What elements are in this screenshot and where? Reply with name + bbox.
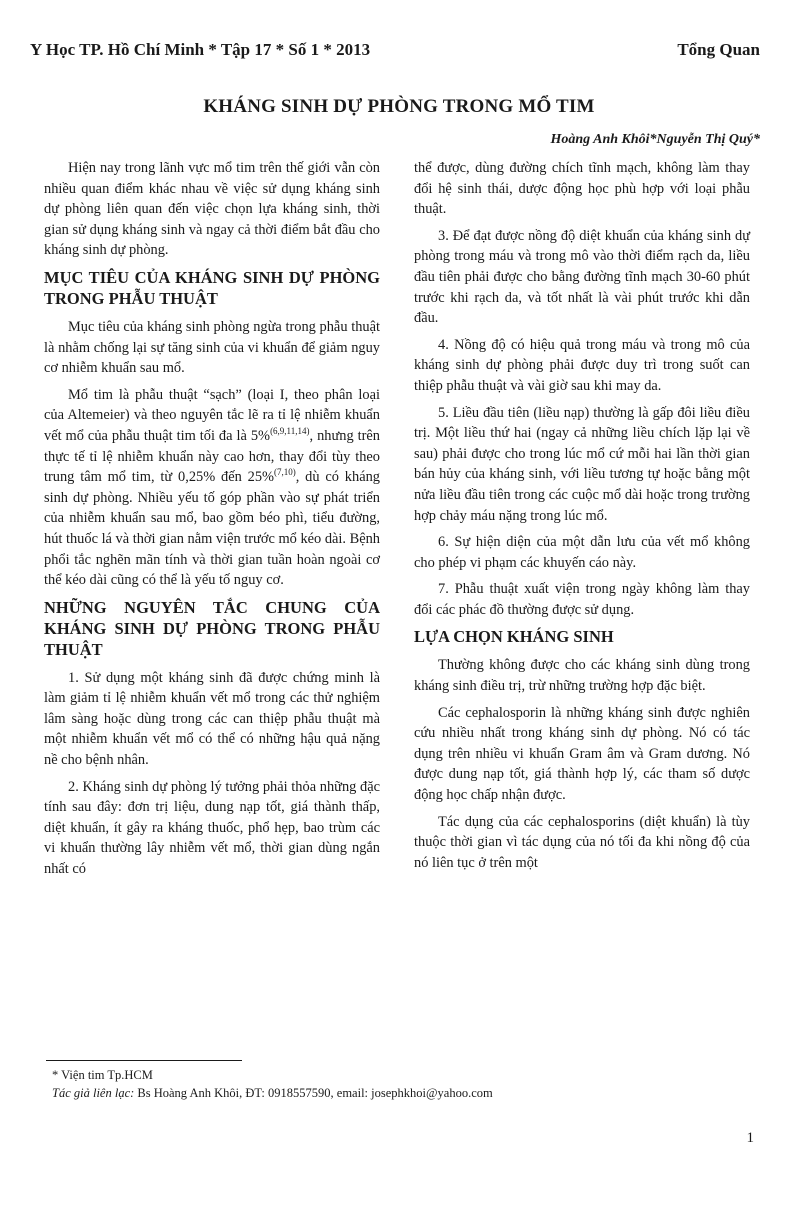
principle-1: 1. Sử dụng một kháng sinh đã được chứng minh là làm giảm tỉ lệ nhiễm khuẩn vết mổ trong các thử nghiệm lâm sàng hoặc dùng trong các can thiệp phẫu thuật mà một nhiễm khuẩn vết mổ có thể có những hậu quả nặng nề cho bệnh nhân.	[44, 669, 380, 769]
infection-text-c: , dù có kháng sinh dự phòng. Nhiều yếu tố góp phần vào sự phát triển của nhiễm khuẩn sau mổ, bao gồm béo phì, tiểu đường, hút thuốc lá và thời gian nằm viện trước mổ kéo dài. Bệnh phổi tắc nghẽn mãn tính và thời gian tuần hoàn ngoài cơ thể kéo dài cũng có thể là yếu tố nguy cơ.	[44, 469, 380, 589]
left-column	[44, 158, 380, 886]
infection-text-b: , nhưng trên thực tế tỉ lệ nhiễm khuẩn này cao hơn, thay đổi tùy theo trung tâm mổ tim, từ 0,25% đến 25%	[44, 427, 380, 486]
citation-ref-2: (7,10)	[274, 467, 296, 478]
article-title: KHÁNG SINH DỰ PHÒNG TRONG MỔ TIM	[203, 96, 595, 117]
choice-paragraph-3: Tác dụng của các cephalosporins (diệt khuẩn) là tùy thuộc thời gian vì tác dụng của nó tối đa khi nồng độ của nó liên tục ở trên một	[414, 813, 750, 871]
section-label: Tổng Quan	[677, 40, 760, 59]
journal-citation: Y Học TP. Hồ Chí Minh * Tập 17 * Số 1 * 2013	[30, 40, 371, 59]
infection-text-a: Mổ tim là phẫu thuật “sạch” (loại I, theo phân loại của Altemeier) và theo nguyên tắc lẽ ra tỉ lệ nhiễm khuẩn vết mổ của phẫu thuật tim tối đa là 5%	[44, 386, 380, 444]
heading-principles: NHỮNG NGUYÊN TẮC CHUNG CỦA KHÁNG SINH DỰ PHÒNG TRONG PHẪU THUẬT	[44, 597, 380, 659]
footnote-affiliation: * Viện tim Tp.HCM	[52, 1068, 153, 1082]
author-line: Hoàng Anh Khôi*Nguyễn Thị Quý*	[550, 132, 760, 147]
principle-4: 4. Nồng độ có hiệu quả trong máu và trong mô của kháng sinh dự phòng phải được duy trì trong suốt can thiệp phẫu thuật và vài giờ sau khi may da.	[414, 336, 750, 394]
contact-label: Tác giả liên lạc:	[52, 1086, 135, 1100]
running-header	[30, 40, 760, 66]
principle-5: 5. Liều đầu tiên (liều nạp) thường là gấp đôi liều điều trị. Một liều thứ hai (ngay cả những liều chích lặp lại về sau) phải được cho trong lúc mổ cứ mỗi hai lần thời gian bán hủy của kháng sinh, với liều tương tự hoặc bằng một nửa liều đầu tiên trong các cuộc mổ dài hoặc trong trường hợp chảy máu nặng trong lúc mổ.	[414, 404, 750, 524]
objective-paragraph: Mục tiêu của kháng sinh phòng ngừa trong phẫu thuật là nhằm chống lại sự tăng sinh của vi khuẩn để giảm nguy cơ nhiễm khuẩn sau mổ.	[44, 318, 380, 377]
footnote-contact	[52, 1086, 493, 1101]
principle-2: 2. Kháng sinh dự phòng lý tưởng phải thỏa những đặc tính sau đây: đơn trị liệu, dung nạp tốt, giá thành thấp, diệt khuẩn, ít gây ra kháng thuốc, phổ hẹp, bao trùm các vi khuẩn thường lây nhiễm vết mổ, thời gian dùng ngắn nhất có	[44, 778, 380, 878]
principle-6: 6. Sự hiện diện của một dẫn lưu của vết mổ không cho phép vi phạm các khuyến cáo này.	[414, 534, 750, 571]
principle-3: 3. Để đạt được nồng độ diệt khuẩn của kháng sinh dự phòng trong máu và trong mô vào thời điểm rạch da, liều đầu tiên phải được cho bằng đường tĩnh mạch 30-60 phút trước khi rạch da, và tốt nhất là vài phút trước khi dẫn đầu.	[414, 227, 750, 327]
infection-rate-paragraph	[44, 385, 380, 591]
intro-paragraph: Hiện nay trong lãnh vực mổ tim trên thế giới vẫn còn nhiều quan điểm khác nhau về việc sử dụng kháng sinh dự phòng liên quan đến việc chọn lựa kháng sinh, thời gian sử dụng kháng sinh và ngay cả thời điểm bắt đầu cho kháng sinh dự phòng.	[44, 160, 380, 259]
heading-objectives: MỤC TIÊU CỦA KHÁNG SINH DỰ PHÒNG TRONG PHẪU THUẬT	[44, 267, 380, 308]
choice-paragraph-1: Thường không được cho các kháng sinh dùng trong kháng sinh điều trị, trừ những trường hợp đặc biệt.	[414, 657, 750, 695]
heading-antibiotic-choice: LỰA CHỌN KHÁNG SINH	[414, 627, 614, 647]
choice-paragraph-2: Các cephalosporin là những kháng sinh được nghiên cứu nhiều nhất trong kháng sinh dự phòng. Nó có tác dụng trên nhiều vi khuẩn Gram âm và Gram dương. Nó được dung nạp tốt, giá thành hợp lý, các tham số dược động học chấp nhận được.	[414, 704, 750, 804]
principle-2-continued: thể được, dùng đường chích tĩnh mạch, không làm thay đổi hệ sinh thái, dược động học phù hợp với loại phẫu thuật.	[414, 160, 750, 218]
citation-ref-1: (6,9,11,14)	[270, 426, 310, 437]
page-number: 1	[746, 1130, 754, 1146]
footnote-divider	[46, 1060, 242, 1061]
contact-details: Bs Hoàng Anh Khôi, ĐT: 0918557590, email: josephkhoi@yahoo.com	[134, 1086, 493, 1100]
principle-7: 7. Phẫu thuật xuất viện trong ngày không làm thay đổi các phác đồ thường được sử dụng.	[414, 581, 750, 618]
right-column	[414, 158, 750, 879]
